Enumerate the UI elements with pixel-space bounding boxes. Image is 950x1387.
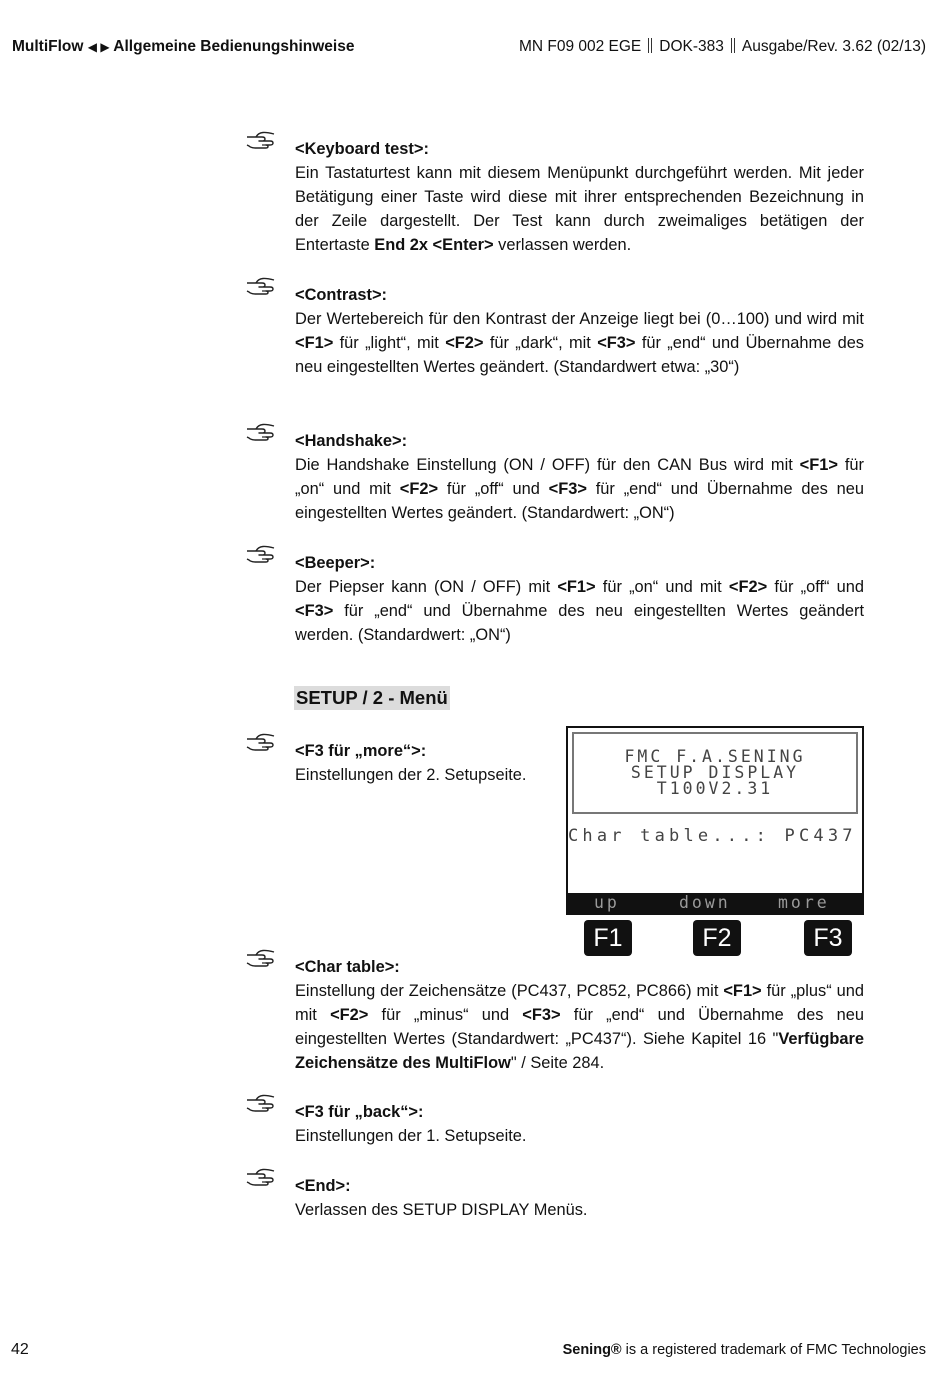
doc-code: MN F09 002 EGE [518,38,642,55]
lcd-softkey-bar [566,893,864,915]
revision: Ausgabe/Rev. 3.62 (02/13) [741,38,926,55]
page-number: 42 [11,1341,29,1358]
item-text: Einstellungen der 2. Setupseite. [295,766,527,784]
item-beeper [295,551,864,647]
footer-trademark: Sening® is a registered trademark of FMC Technologies [562,1342,926,1358]
chapter-name: Allgemeine Bedienungshinweise [113,38,355,55]
item-keyboard-test [295,137,864,257]
item-char-table [295,955,864,1075]
item-title: <End>: [295,1177,351,1195]
item-end [295,1174,864,1222]
item-text: Verlassen des SETUP DISPLAY Menüs. [295,1201,588,1219]
lcd-line: T100V2.31 [656,779,774,798]
pointing-hand-icon [246,1168,276,1188]
item-title: <Beeper>: [295,554,376,572]
nav-arrows-icon: ◀ ▶ [87,40,110,54]
item-text: Ein Tastaturtest kann mit diesem Menüpunkt durchgeführt werden. Mit jeder Betätigung einer Taste wird diese mit ihrer entsprechenden Bezeichnung in der Zeile dargestellt. Der Test kann durch zweimaliges betätigen der Entertaste End 2x <Enter> verlassen werden. [295,164,864,254]
lcd-line: FMC F.A.SENING [624,747,806,766]
f2-key[interactable]: F2 [693,920,741,956]
item-title: <Handshake>: [295,432,408,450]
item-title: <Keyboard test>: [295,140,429,158]
pointing-hand-icon [246,1094,276,1114]
item-title: <F3 für „more“>: [295,742,427,760]
item-text: Die Handshake Einstellung (ON / OFF) für den CAN Bus wird mit <F1> für „on“ und mit <F2> für „off“ und <F3> für „end“ und Übernahme des neu eingestellten Wertes geändert. (Standardwert: „ON“) [295,456,864,522]
softkey-label-more: more [778,893,830,912]
pointing-hand-icon [246,545,276,565]
item-text: Der Wertebereich für den Kontrast der Anzeige liegt bei (0…100) und wird mit <F1> für „light“, mit <F2> für „dark“, mit <F3> für „end“ und Übernahme des neu eingestellten Wertes geändert. (Standardwert etwa: „30“) [295,310,865,376]
header-title [12,38,354,56]
item-title: <Contrast>: [295,286,387,304]
item-handshake [295,429,864,525]
product-name: MultiFlow [12,38,84,55]
softkey-label-up: up [594,893,620,912]
lcd-display [566,726,864,915]
section-heading: SETUP / 2 - Menü [296,687,448,708]
item-text: Der Piepser kann (ON / OFF) mit <F1> für „on“ und mit <F2> für „off“ und <F3> für „end“ und Übernahme des neu eingestellten Wertes geändert werden. (Standardwert: „ON“) [295,578,864,644]
pointing-hand-icon [246,277,276,297]
pointing-hand-icon [246,733,276,753]
pointing-hand-icon [246,131,276,151]
header-doc-info [519,38,926,56]
f3-key[interactable]: F3 [804,920,852,956]
item-text: Einstellung der Zeichensätze (PC437, PC852, PC866) mit <F1> für „plus“ und mit <F2> für „minus“ und <F3> für „end“ und Übernahme des neu eingestellten Wertes (Standardwert: „PC437“). Siehe Kapitel 16 "Verfügbare Zeichensätze des MultiFlow" / Seite 284. [295,982,864,1072]
item-title: <Char table>: [295,958,400,976]
pointing-hand-icon [246,423,276,443]
item-contrast [295,283,864,379]
item-text: Einstellungen der 1. Setupseite. [295,1127,527,1145]
pointing-hand-icon [246,949,276,969]
page-header [12,38,926,58]
separator [731,38,735,53]
f1-key[interactable]: F1 [584,920,632,956]
item-f3-back [295,1100,864,1148]
item-f3-more [295,739,555,787]
lcd-char-table-row: Char table...: PC437 [568,826,857,846]
separator [648,38,652,53]
doc-id: DOK-383 [659,38,724,55]
softkey-label-down: down [679,893,731,912]
lcd-header-box [572,732,858,814]
lcd-line: SETUP DISPLAY [630,763,800,782]
item-title: <F3 für „back“>: [295,1103,424,1121]
